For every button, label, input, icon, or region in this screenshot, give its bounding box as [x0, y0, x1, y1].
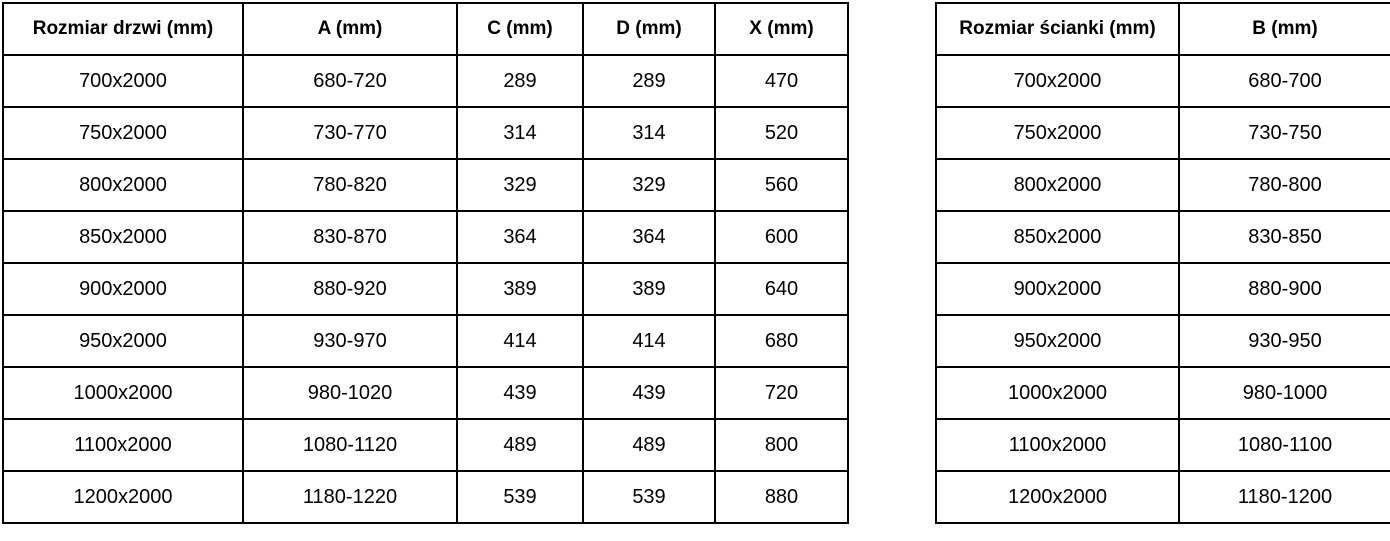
- table-cell: 700x2000: [936, 55, 1179, 107]
- table-cell: 439: [457, 367, 583, 419]
- table-cell: 329: [457, 159, 583, 211]
- table-row: [3, 107, 848, 159]
- table-cell: 1180-1200: [1179, 471, 1390, 523]
- table-cell: 680: [715, 315, 848, 367]
- table-cell: 1100x2000: [936, 419, 1179, 471]
- table-cell: 414: [457, 315, 583, 367]
- table-cell: 730-750: [1179, 107, 1390, 159]
- column-header: X (mm): [715, 3, 848, 55]
- table-cell: 720: [715, 367, 848, 419]
- column-header: B (mm): [1179, 3, 1390, 55]
- table-cell: 520: [715, 107, 848, 159]
- table-cell: 314: [457, 107, 583, 159]
- table-cell: 830-870: [243, 211, 457, 263]
- table-cell: 389: [457, 263, 583, 315]
- table-cell: 930-970: [243, 315, 457, 367]
- table-cell: 314: [583, 107, 715, 159]
- table-cell: 730-770: [243, 107, 457, 159]
- table-cell: 439: [583, 367, 715, 419]
- table-cell: 950x2000: [3, 315, 243, 367]
- table-cell: 489: [583, 419, 715, 471]
- table-cell: 850x2000: [3, 211, 243, 263]
- column-header: D (mm): [583, 3, 715, 55]
- table-cell: 850x2000: [936, 211, 1179, 263]
- table-cell: 289: [457, 55, 583, 107]
- table-cell: 470: [715, 55, 848, 107]
- table-row: [3, 55, 848, 107]
- table-cell: 364: [583, 211, 715, 263]
- table-cell: 900x2000: [936, 263, 1179, 315]
- table-cell: 950x2000: [936, 315, 1179, 367]
- table-cell: 1080-1100: [1179, 419, 1390, 471]
- table-cell: 1180-1220: [243, 471, 457, 523]
- table-cell: 539: [583, 471, 715, 523]
- table-cell: 780-800: [1179, 159, 1390, 211]
- table-cell: 364: [457, 211, 583, 263]
- table-cell: 780-820: [243, 159, 457, 211]
- column-header: Rozmiar drzwi (mm): [3, 3, 243, 55]
- table-cell: 600: [715, 211, 848, 263]
- table-cell: 1100x2000: [3, 419, 243, 471]
- column-header: C (mm): [457, 3, 583, 55]
- table-cell: 1080-1120: [243, 419, 457, 471]
- table-cell: 640: [715, 263, 848, 315]
- table-cell: 414: [583, 315, 715, 367]
- table-row: [936, 159, 1390, 211]
- table-row: [3, 159, 848, 211]
- table-row: [3, 367, 848, 419]
- table-row: [3, 263, 848, 315]
- table-cell: 700x2000: [3, 55, 243, 107]
- table-row: [936, 315, 1390, 367]
- table-row: [936, 367, 1390, 419]
- column-header: A (mm): [243, 3, 457, 55]
- table-cell: 880-900: [1179, 263, 1390, 315]
- table-cell: 329: [583, 159, 715, 211]
- table-cell: 489: [457, 419, 583, 471]
- table-cell: 750x2000: [3, 107, 243, 159]
- table-cell: 800x2000: [936, 159, 1179, 211]
- table-row: [936, 419, 1390, 471]
- table-row: [936, 55, 1390, 107]
- table-cell: 389: [583, 263, 715, 315]
- table-row: [3, 211, 848, 263]
- table-cell: 980-1020: [243, 367, 457, 419]
- table-cell: 1000x2000: [3, 367, 243, 419]
- table-cell: 880-920: [243, 263, 457, 315]
- table-row: [3, 315, 848, 367]
- table-cell: 800: [715, 419, 848, 471]
- table-cell: 1000x2000: [936, 367, 1179, 419]
- column-header: Rozmiar ścianki (mm): [936, 3, 1179, 55]
- table-row: [936, 107, 1390, 159]
- table-row: [936, 471, 1390, 523]
- table-row: [3, 419, 848, 471]
- table-row: [3, 471, 848, 523]
- table-cell: 539: [457, 471, 583, 523]
- doors-size-table: [2, 2, 849, 524]
- table-cell: 880: [715, 471, 848, 523]
- doors-header-row: [3, 3, 848, 55]
- wall-header-row: [936, 3, 1390, 55]
- table-cell: 560: [715, 159, 848, 211]
- table-cell: 830-850: [1179, 211, 1390, 263]
- wall-size-table: [935, 2, 1390, 524]
- table-cell: 680-720: [243, 55, 457, 107]
- table-cell: 800x2000: [3, 159, 243, 211]
- table-cell: 1200x2000: [936, 471, 1179, 523]
- table-cell: 680-700: [1179, 55, 1390, 107]
- table-row: [936, 263, 1390, 315]
- table-cell: 1200x2000: [3, 471, 243, 523]
- table-cell: 900x2000: [3, 263, 243, 315]
- table-cell: 289: [583, 55, 715, 107]
- table-cell: 930-950: [1179, 315, 1390, 367]
- table-cell: 750x2000: [936, 107, 1179, 159]
- table-row: [936, 211, 1390, 263]
- table-cell: 980-1000: [1179, 367, 1390, 419]
